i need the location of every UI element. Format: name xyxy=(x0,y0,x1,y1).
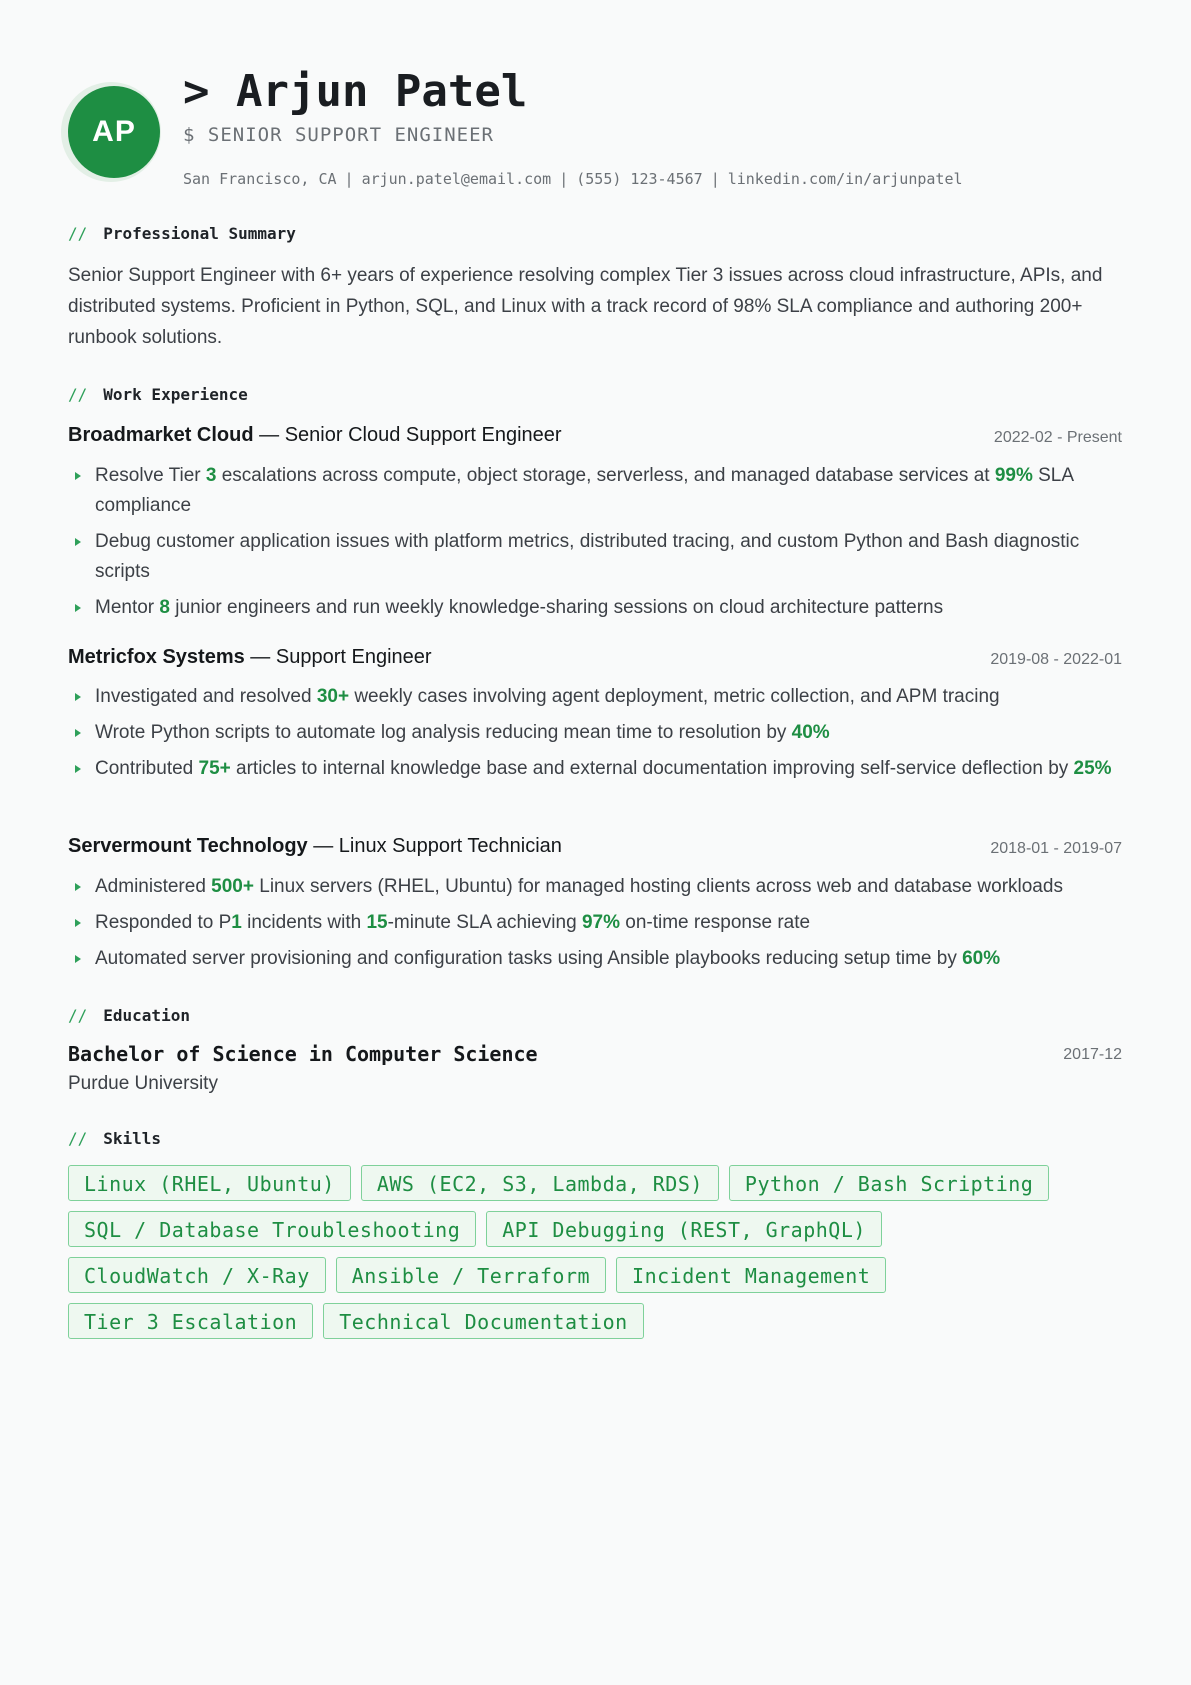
contact-separator: | xyxy=(559,170,569,188)
metric-highlight: 97% xyxy=(581,912,620,933)
bullet-text: Contributed xyxy=(95,758,199,779)
job-bullet xyxy=(68,908,1124,938)
bullet-text: Linux servers (RHEL, Ubuntu) for managed hosting clients across web and database workloads xyxy=(253,876,1063,897)
skill-chip: Technical Documentation xyxy=(323,1303,643,1339)
contact-phone: (555) 123-4567 xyxy=(576,170,703,188)
metric-highlight: 60% xyxy=(962,948,1001,969)
job-bullets xyxy=(68,682,1124,790)
skills-list xyxy=(68,1165,1128,1339)
metric-highlight: 40% xyxy=(791,722,830,743)
section-title: Education xyxy=(103,1006,190,1025)
job-role: Linux Support Technician xyxy=(338,835,562,857)
job-bullet xyxy=(68,593,1124,623)
bullet-caret-icon xyxy=(75,883,81,891)
section-title: Skills xyxy=(103,1129,162,1148)
metric-highlight: 75+ xyxy=(198,758,231,779)
job-bullet xyxy=(68,944,1124,974)
bullet-caret-icon xyxy=(75,919,81,927)
job-bullets xyxy=(68,461,1124,629)
contact-line xyxy=(183,170,963,188)
bullet-caret-icon xyxy=(75,693,81,701)
skill-chip: Ansible / Terraform xyxy=(336,1257,606,1293)
summary-text: Senior Support Engineer with 6+ years of experience resolving complex Tier 3 issues across cloud infrastructure, APIs, and distributed systems. Proficient in Python, SQL, and Linux with a track record of 98% SLA compliance and authoring 200+ runbook solutions. xyxy=(68,265,1103,348)
avatar xyxy=(68,86,160,178)
job-bullet xyxy=(68,461,1124,521)
bullet-text: escalations across compute, object storage, serverless, and managed database services at xyxy=(216,465,995,486)
contact-email[interactable]: arjun.patel@email.com xyxy=(361,170,552,188)
bullet-text: Wrote Python scripts to automate log analysis reducing mean time to resolution by xyxy=(95,722,792,743)
section-heading-education xyxy=(68,1006,190,1025)
bullet-text: incidents with xyxy=(241,912,367,933)
degree-title: Bachelor of Science in Computer Science xyxy=(68,1042,538,1066)
section-title: Work Experience xyxy=(103,385,248,404)
avatar-initials: AP xyxy=(92,115,136,148)
skill-chip: AWS (EC2, S3, Lambda, RDS) xyxy=(361,1165,719,1201)
job-bullet xyxy=(68,872,1124,902)
job-headline: $ SENIOR SUPPORT ENGINEER xyxy=(183,124,494,146)
bullet-text: Administered xyxy=(95,876,212,897)
bullet-caret-icon xyxy=(75,955,81,963)
bullet-text: SLA compliance xyxy=(95,465,1074,516)
bullet-text: weekly cases involving agent deployment, metric collection, and APM tracing xyxy=(349,686,1000,707)
bullet-text: Automated server provisioning and configuration tasks using Ansible playbooks reducing setup time by xyxy=(95,948,963,969)
job-bullets xyxy=(68,872,1124,980)
bullet-text: Investigated and resolved xyxy=(95,686,317,707)
job-title xyxy=(68,835,562,858)
school-name: Purdue University xyxy=(68,1073,218,1094)
job-bullet xyxy=(68,718,1124,748)
bullet-text: articles to internal knowledge base and external documentation improving self-service deflection by xyxy=(230,758,1074,779)
bullet-caret-icon xyxy=(75,604,81,612)
metric-highlight: 25% xyxy=(1073,758,1112,779)
job-company: Servermount Technology xyxy=(68,835,308,857)
job-company: Broadmarket Cloud xyxy=(68,424,254,446)
education-date: 2017-12 xyxy=(1063,1046,1122,1063)
skill-chip: Tier 3 Escalation xyxy=(68,1303,313,1339)
candidate-name: > Arjun Patel xyxy=(183,66,528,117)
bullet-text: junior engineers and run weekly knowledge-sharing sessions on cloud architecture patterns xyxy=(170,597,944,618)
job-dates: 2018-01 - 2019-07 xyxy=(990,840,1122,857)
bullet-text: Responded to P xyxy=(95,912,232,933)
job-role: Support Engineer xyxy=(275,646,432,668)
bullet-caret-icon xyxy=(75,765,81,773)
contact-separator: | xyxy=(710,170,720,188)
section-heading-experience xyxy=(68,385,248,404)
job-dates: 2022-02 - Present xyxy=(993,429,1122,446)
skill-chip: CloudWatch / X-Ray xyxy=(68,1257,326,1293)
bullet-text: -minute SLA achieving xyxy=(387,912,582,933)
job-dash: — xyxy=(307,835,339,857)
section-prefix: // xyxy=(68,1006,88,1025)
bullet-caret-icon xyxy=(75,472,81,480)
job-title xyxy=(68,424,562,447)
section-title: Professional Summary xyxy=(103,224,296,243)
section-prefix: // xyxy=(68,1129,88,1148)
section-prefix: // xyxy=(68,224,88,243)
bullet-text: Debug customer application issues with platform metrics, distributed tracing, and custom Python and Bash diagnostic scripts xyxy=(95,531,1080,582)
metric-highlight: 500+ xyxy=(211,876,254,897)
job-bullet xyxy=(68,682,1124,712)
bullet-text: Mentor xyxy=(95,597,160,618)
skill-chip: SQL / Database Troubleshooting xyxy=(68,1211,476,1247)
job-dash: — xyxy=(253,424,285,446)
bullet-caret-icon xyxy=(75,729,81,737)
contact-linkedin[interactable]: linkedin.com/in/arjunpatel xyxy=(727,170,963,188)
job-dash: — xyxy=(244,646,276,668)
skill-chip: Incident Management xyxy=(616,1257,886,1293)
section-heading-skills xyxy=(68,1129,161,1148)
job-dates: 2019-08 - 2022-01 xyxy=(990,651,1122,668)
metric-highlight: 1 xyxy=(231,912,242,933)
bullet-text: on-time response rate xyxy=(619,912,811,933)
job-bullet xyxy=(68,754,1124,784)
job-role: Senior Cloud Support Engineer xyxy=(284,424,562,446)
bullet-text: Resolve Tier xyxy=(95,465,206,486)
section-prefix: // xyxy=(68,385,88,404)
metric-highlight: 8 xyxy=(159,597,170,618)
metric-highlight: 15 xyxy=(366,912,388,933)
section-heading-summary xyxy=(68,224,296,243)
skill-chip: Python / Bash Scripting xyxy=(729,1165,1049,1201)
metric-highlight: 3 xyxy=(205,465,217,486)
bullet-caret-icon xyxy=(75,538,81,546)
contact-location: San Francisco, CA xyxy=(183,170,337,188)
job-bullet xyxy=(68,527,1124,587)
metric-highlight: 30+ xyxy=(316,686,350,707)
skill-chip: API Debugging (REST, GraphQL) xyxy=(486,1211,882,1247)
skill-chip: Linux (RHEL, Ubuntu) xyxy=(68,1165,351,1201)
job-title xyxy=(68,646,432,669)
contact-separator: | xyxy=(344,170,354,188)
metric-highlight: 99% xyxy=(994,465,1033,486)
job-company: Metricfox Systems xyxy=(68,646,245,668)
